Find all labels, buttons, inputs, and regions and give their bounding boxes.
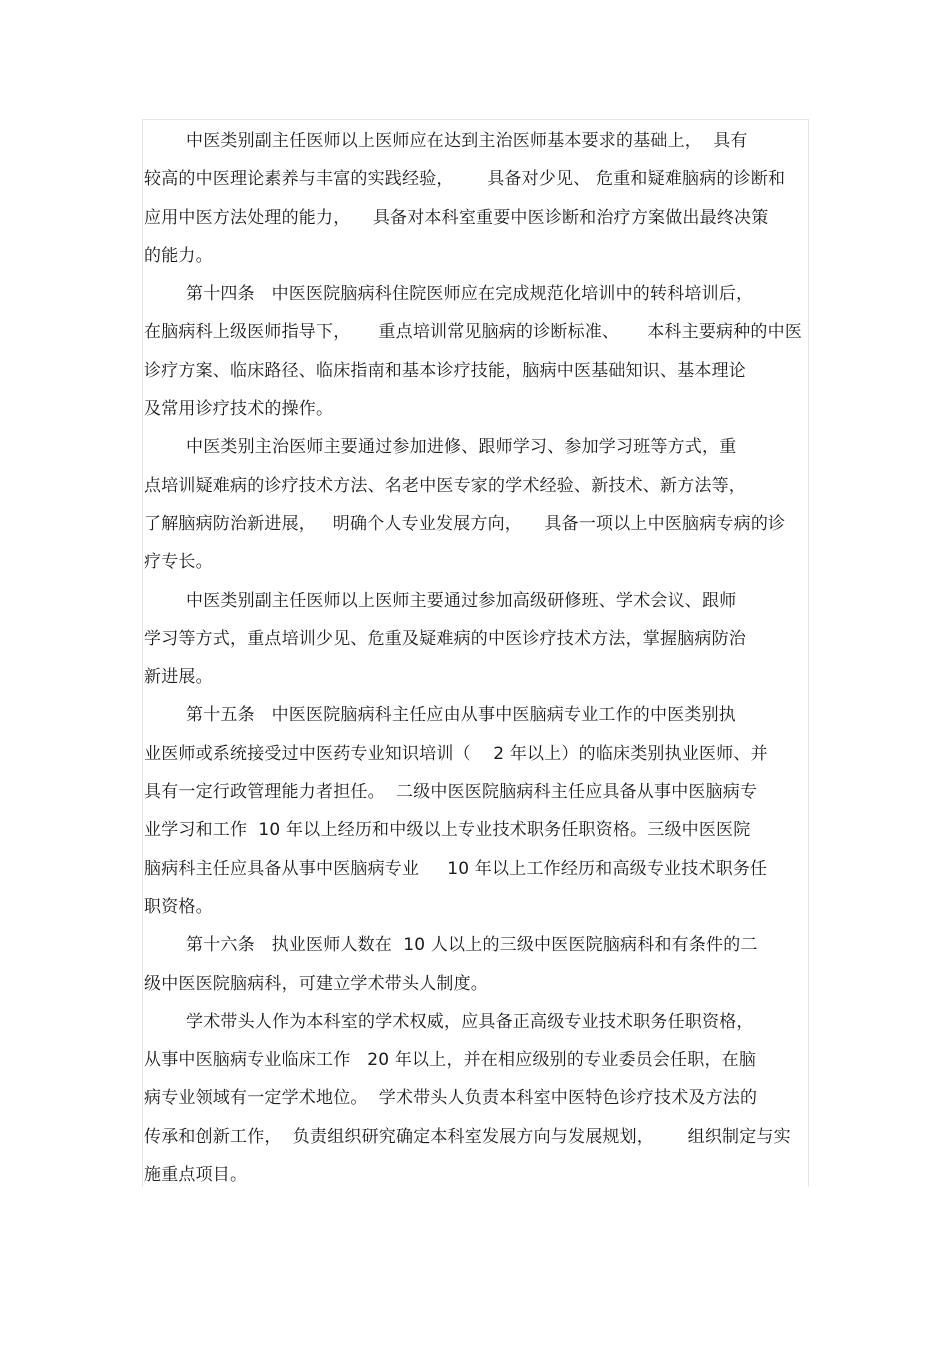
text-line: 学习等方式，重点培训少见、危重及疑难病的中医诊疗技术方法，掌握脑病防治 <box>144 628 746 649</box>
text-line: 级中医医院脑病科，可建立学术带头人制度。 <box>144 973 488 994</box>
text-line: 脑病科主任应具备从事中医脑病专业 10 年以上工作经历和高级专业技术职务任 <box>144 858 768 879</box>
text-line: 较高的中医理论素养与丰富的实践经验， 具备对少见、 危重和疑难脑病的诊断和 <box>144 169 786 190</box>
text-line: 传承和创新工作， 负责组织研究确定本科室发展方向与发展规划， 组织制定与实 <box>144 1126 791 1147</box>
text-line: 中医类别副主任医师以上医师主要通过参加高级研修班、学术会议、跟师 <box>186 590 737 611</box>
text-line: 及常用诊疗技术的操作。 <box>144 399 334 420</box>
text-line: 诊疗方案、临床路径、临床指南和基本诊疗技能，脑病中医基础知识、基本理论 <box>144 360 746 381</box>
text-line: 业医师或系统接受过中医药专业知识培训（ 2 年以上）的临床类别执业医师、并 <box>144 743 768 764</box>
text-line: 中医类别主治医师主要通过参加进修、跟师学习、参加学习班等方式，重 <box>186 437 737 458</box>
text-line: 疗专长。 <box>144 552 213 573</box>
text-line: 点培训疑难病的诊疗技术方法、名老中医专家的学术经验、新技术、新方法等， <box>144 475 746 496</box>
text-line: 新进展。 <box>144 667 213 688</box>
text-line: 施重点项目。 <box>144 1165 248 1186</box>
text-line: 第十五条 中医医院脑病科主任应由从事中医脑病专业工作的中医类别执 <box>186 705 737 726</box>
text-line: 具有一定行政管理能力者担任。 二级中医医院脑病科主任应具备从事中医脑病专 <box>144 782 758 803</box>
text-line: 在脑病科上级医师指导下， 重点培训常见脑病的诊断标准、 本科主要病种的中医 <box>144 322 803 343</box>
text-line: 病专业领域有一定学术地位。 学术带头人负责本科室中医特色诊疗技术及方法的 <box>144 1088 758 1109</box>
text-line: 第十四条 中医医院脑病科住院医师应在完成规范化培训中的转科培训后， <box>186 284 754 305</box>
text-line: 职资格。 <box>144 896 213 917</box>
text-line: 的能力。 <box>144 245 213 266</box>
text-line: 第十六条 执业医师人数在 10 人以上的三级中医医院脑病科和有条件的二 <box>186 935 758 956</box>
text-line: 学术带头人作为本科室的学术权威，应具备正高级专业技术职务任职资格， <box>186 1011 754 1032</box>
text-line: 从事中医脑病专业临床工作 20 年以上，并在相应级别的专业委员会任职，在脑 <box>144 1050 757 1071</box>
text-line: 中医类别副主任医师以上医师应在达到主治医师基本要求的基础上， 具有 <box>186 131 748 151</box>
document-body <box>144 122 808 1194</box>
text-line: 业学习和工作 10 年以上经历和中级以上专业技术职务任职资格。三级中医医院 <box>144 820 751 841</box>
text-line: 了解脑病防治新进展， 明确个人专业发展方向， 具备一项以上中医脑病专病的诊 <box>144 513 786 534</box>
text-line: 应用中医方法处理的能力， 具备对本科室重要中医诊断和治疗方案做出最终决策 <box>144 207 769 228</box>
